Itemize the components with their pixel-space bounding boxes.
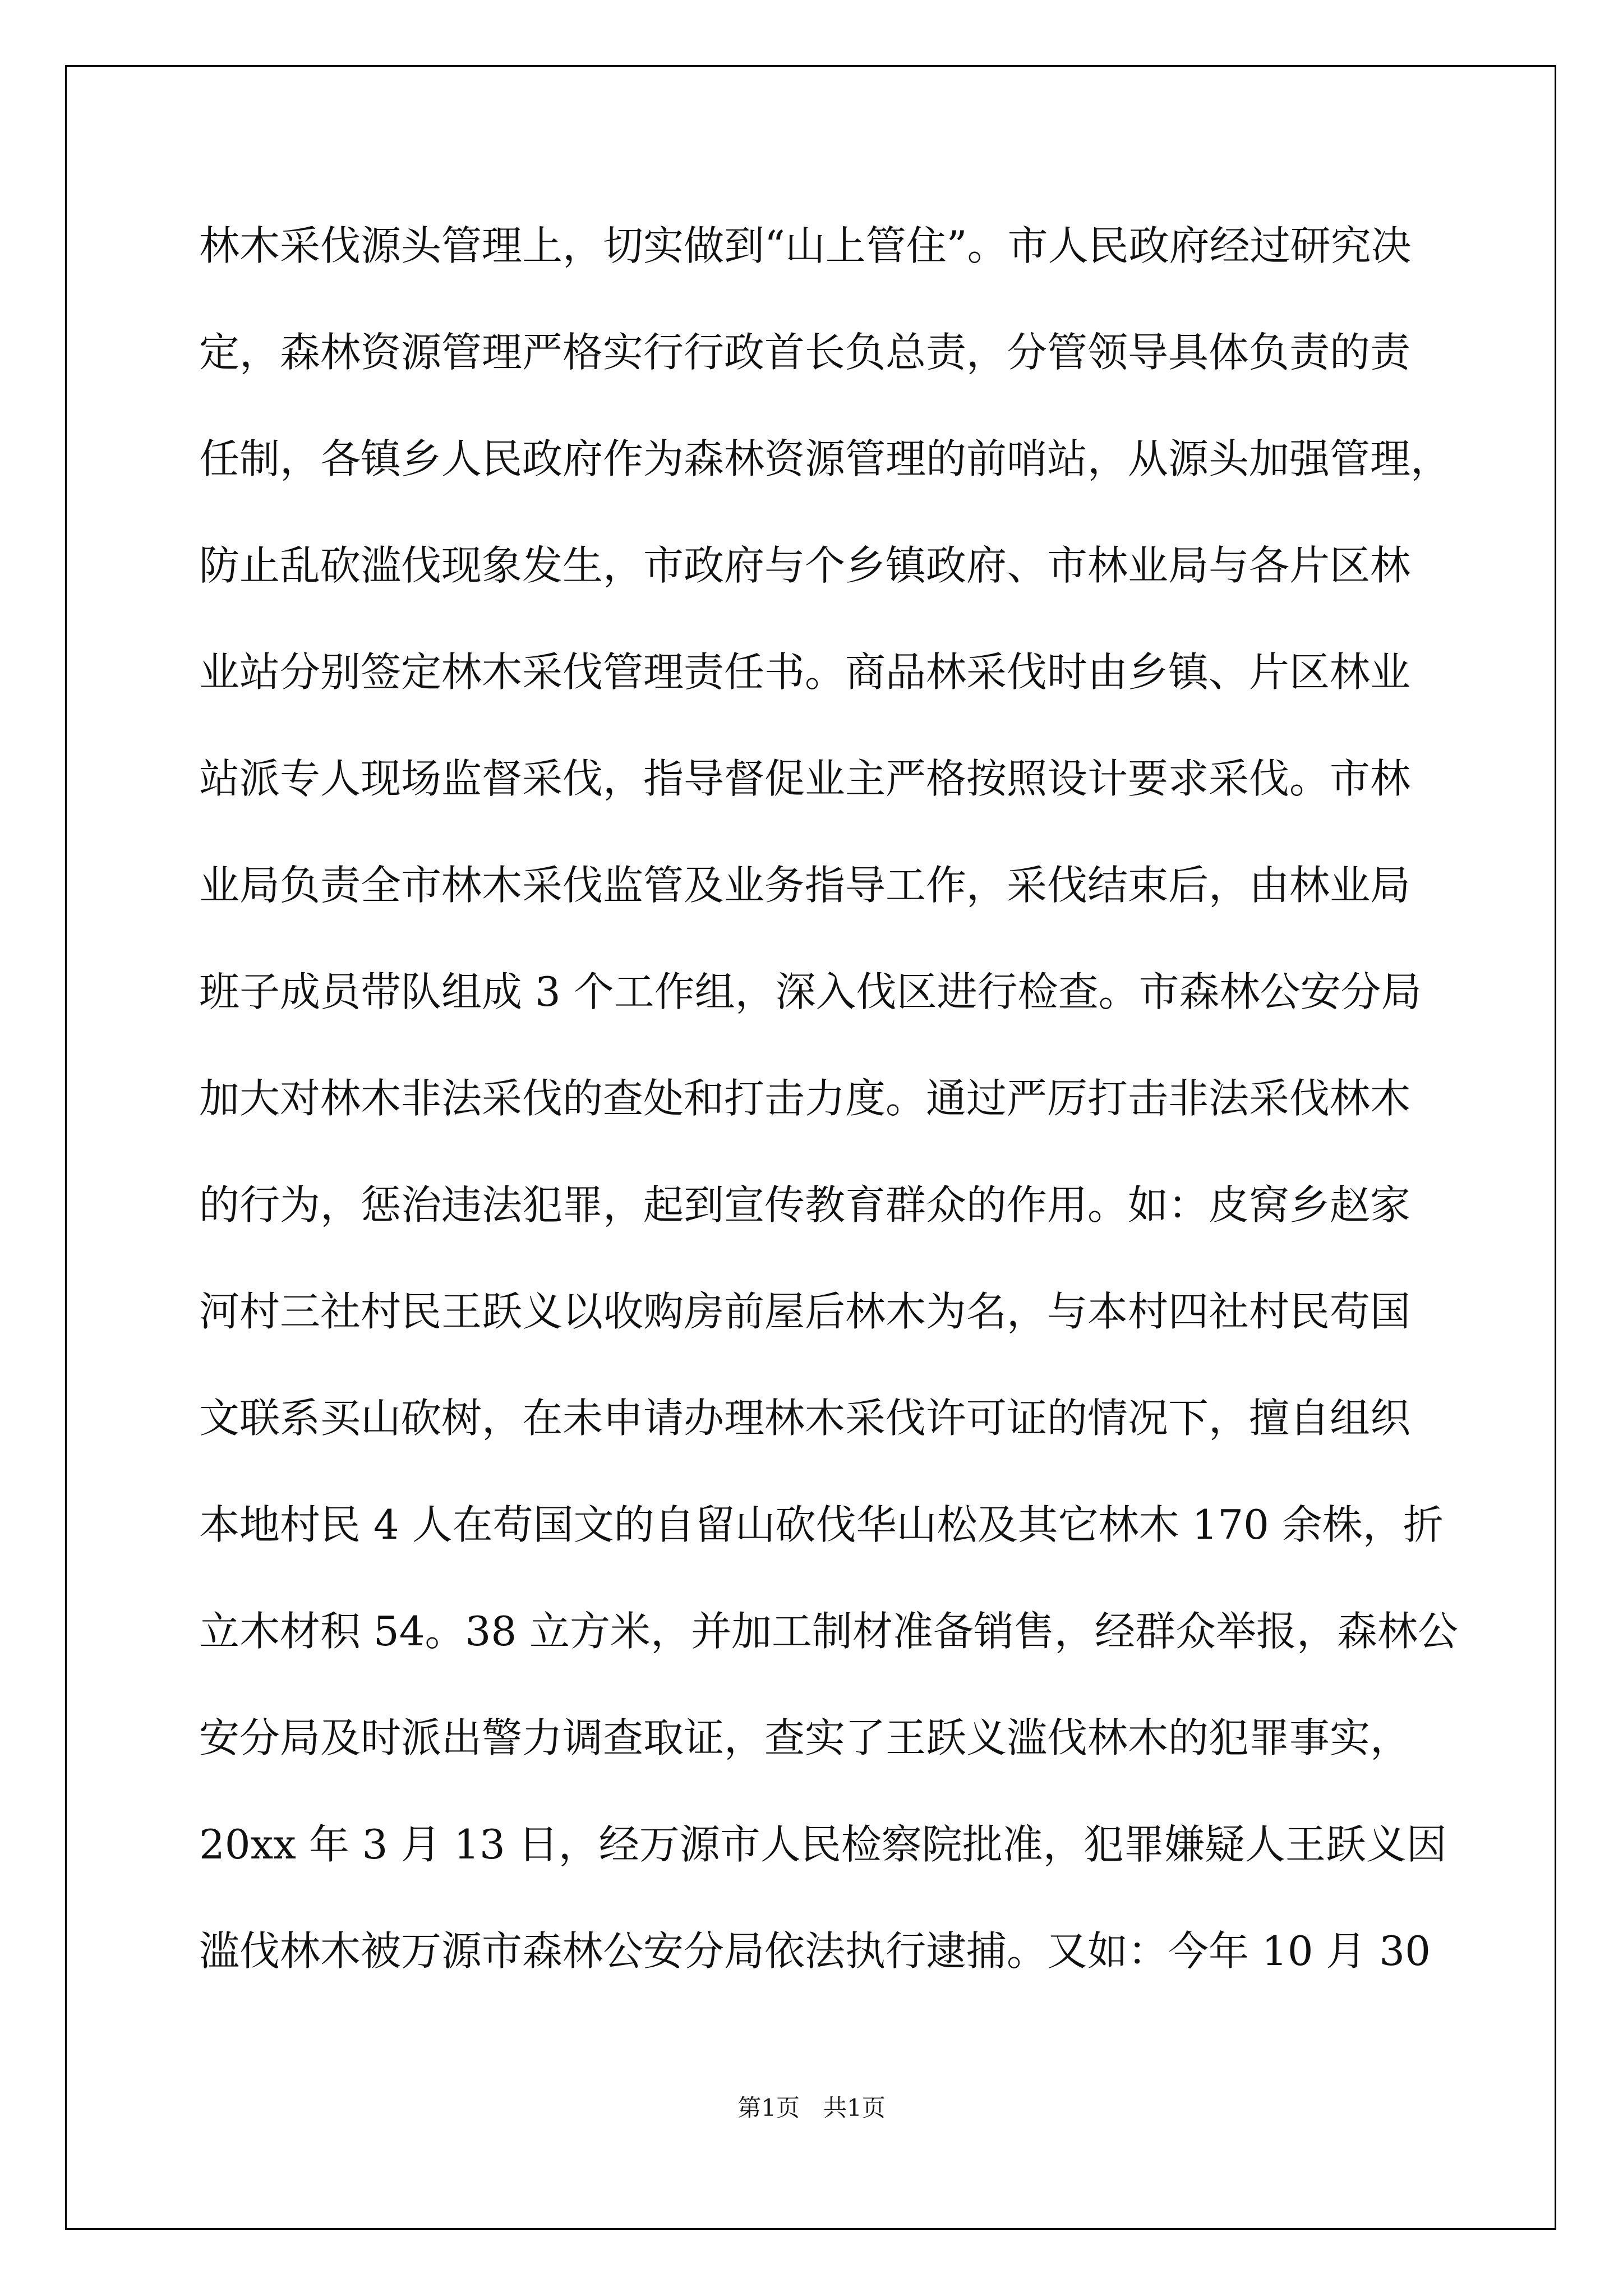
text-line: 立木材积 54。38 立方米，并加工制材准备销售，经群众举报，森林公 — [199, 1608, 1459, 1655]
text-line: 班子成员带队组成 3 个工作组，深入伐区进行检查。市森林公安分局 — [199, 968, 1422, 1015]
body-text — [199, 215, 1461, 2027]
text-line: 的行为，惩治违法犯罪，起到宣传教育群众的作用。如：皮窝乡赵家 — [199, 1181, 1411, 1228]
text-line: 安分局及时派出警力调查取证，查实了王跃义滥伐林木的犯罪事实， — [199, 1714, 1411, 1761]
text-line: 河村三社村民王跃义以收购房前屋后林木为名，与本村四社村民苟国 — [199, 1288, 1411, 1335]
text-line: 防止乱砍滥伐现象发生，市政府与个乡镇政府、市林业局与各片区林 — [199, 542, 1411, 589]
text-line: 加大对林木非法采伐的查处和打击力度。通过严厉打击非法采伐林木 — [199, 1075, 1411, 1122]
text-line: 林木采伐源头管理上，切实做到“山上管住”。市人民政府经过研究决 — [199, 222, 1412, 269]
text-line: 文联系买山砍树，在未申请办理林木采伐许可证的情况下，擅自组织 — [199, 1395, 1411, 1442]
text-line: 业局负责全市林木采伐监管及业务指导工作，采伐结束后，由林业局 — [199, 862, 1411, 909]
page-number-label: 第1页 共1页 — [737, 2094, 886, 2122]
text-line: 任制，各镇乡人民政府作为森林资源管理的前哨站，从源头加强管理， — [199, 435, 1451, 482]
text-line: 业站分别签定林木采伐管理责任书。商品林采伐时由乡镇、片区林业 — [199, 648, 1411, 696]
text-line: 本地村民 4 人在苟国文的自留山砍伐华山松及其它林木 170 余株，折 — [199, 1501, 1444, 1548]
text-line: 滥伐林木被万源市森林公安分局依法执行逮捕。又如：今年 10 月 30 — [199, 1927, 1431, 1975]
text-line: 站派专人现场监督采伐，指导督促业主严格按照设计要求采伐。市林 — [199, 755, 1411, 802]
text-line: 定，森林资源管理严格实行行政首长负总责，分管领导具体负责的责 — [199, 329, 1411, 376]
page-footer — [0, 2091, 1623, 2125]
text-line: 20xx 年 3 月 13 日，经万源市人民检察院批准，犯罪嫌疑人王跃义因 — [199, 1821, 1447, 1868]
